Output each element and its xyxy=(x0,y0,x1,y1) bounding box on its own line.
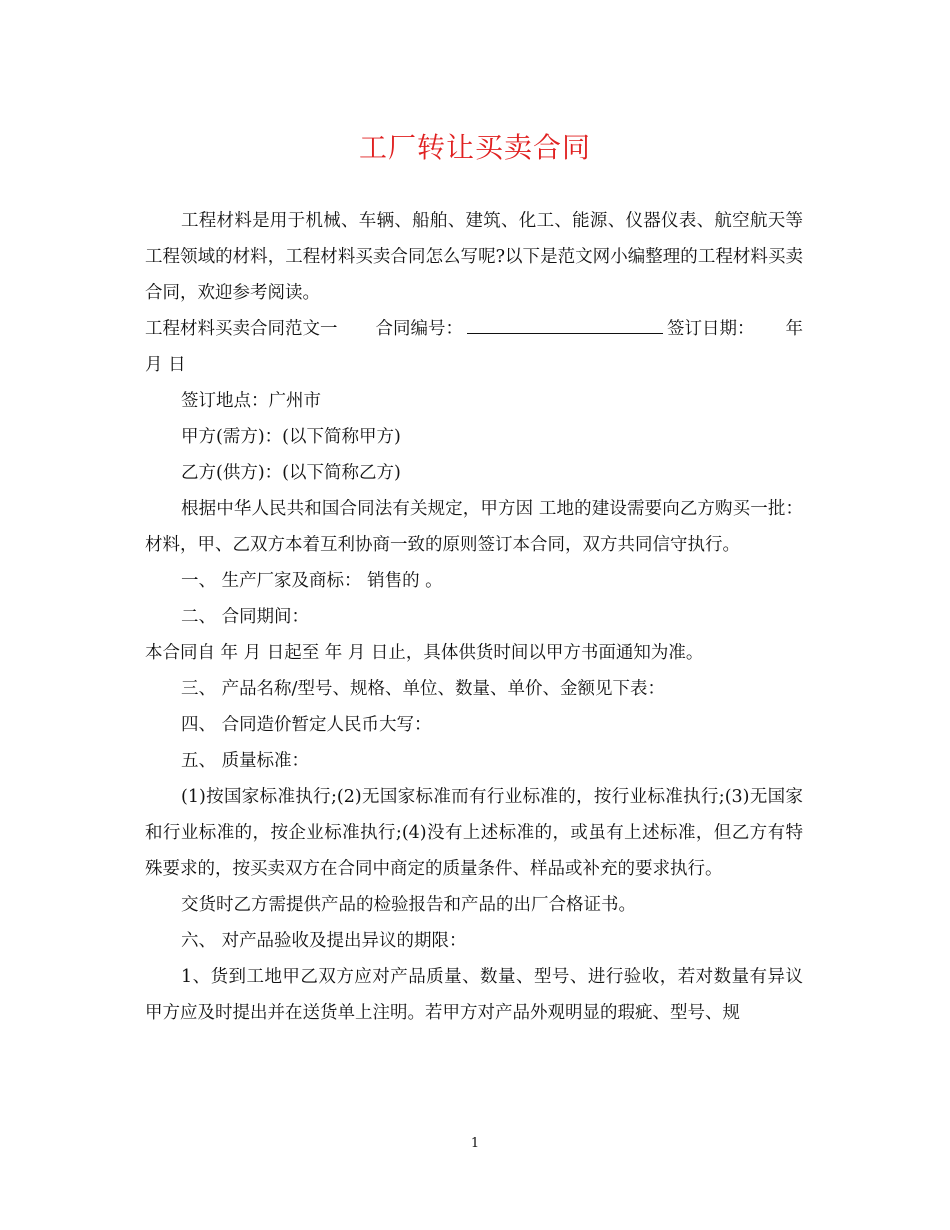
sign-date-rest: 月 日 xyxy=(145,355,186,375)
sign-location: 签订地点：广州市 xyxy=(181,391,321,411)
party-b: 乙方(供方)：(以下简称乙方) xyxy=(181,463,401,483)
clause-3: 三、 产品名称/型号、规格、单位、数量、单价、金额见下表： xyxy=(181,679,665,699)
delivery-paragraph: 交货时乙方需提供产品的检验报告和产品的出厂合格证书。 xyxy=(181,895,636,915)
page-number: 1 xyxy=(470,1136,480,1151)
sign-date-year: 年 xyxy=(785,319,803,339)
document-title: 工厂转让买卖合同 xyxy=(358,131,591,164)
clause-6-1: 1、货到工地甲乙双方应对产品质量、数量、型号、进行验收，若对数量有异议甲方应及时提出并在送货单上注明。若甲方对产品外观明显的瑕疵、型号、规 xyxy=(145,967,803,1023)
party-a: 甲方(需方)：(以下简称甲方) xyxy=(181,427,401,447)
contract-number-label: 合同编号： xyxy=(375,319,463,339)
clause-4: 四、 合同造价暂定人民币大写： xyxy=(181,715,432,735)
document-body xyxy=(145,203,803,1031)
quality-paragraph: (1)按国家标准执行;(2)无国家标准而有行业标准的，按行业标准执行;(3)无国家和行业标准的，按企业标准执行;(4)没有上述标准的，或虽有上述标准，但乙方有特殊要求的，按买卖双方在合同中商定的质量条件、样品或补充的要求执行。 xyxy=(145,787,803,879)
clause-5: 五、 质量标准： xyxy=(181,751,310,771)
clause-1: 一、 生产厂家及商标： 销售的 。 xyxy=(181,571,443,591)
contract-number-blank xyxy=(467,311,663,334)
clause-2: 二、 合同期间： xyxy=(181,607,310,627)
intro-paragraph: 工程材料是用于机械、车辆、船舶、建筑、化工、能源、仪器仪表、航空航天等工程领域的材料，工程材料买卖合同怎么写呢?以下是范文网小编整理的工程材料买卖合同，欢迎参考阅读。 xyxy=(145,211,803,303)
contract-subtitle: 工程材料买卖合同范文一 xyxy=(145,319,338,339)
period-paragraph: 本合同自 年 月 日起至 年 月 日止，具体供货时间以甲方书面通知为准。 xyxy=(145,643,704,663)
sign-date-label: 签订日期： xyxy=(667,319,755,339)
basis-paragraph: 根据中华人民共和国合同法有关规定，甲方因 工地的建设需要向乙方购买一批： 材料，甲、乙双方本着互利协商一致的原则签订本合同，双方共同信守执行。 xyxy=(145,499,803,555)
clause-6: 六、 对产品验收及提出异议的期限： xyxy=(181,931,467,951)
contract-header-line xyxy=(145,311,803,347)
